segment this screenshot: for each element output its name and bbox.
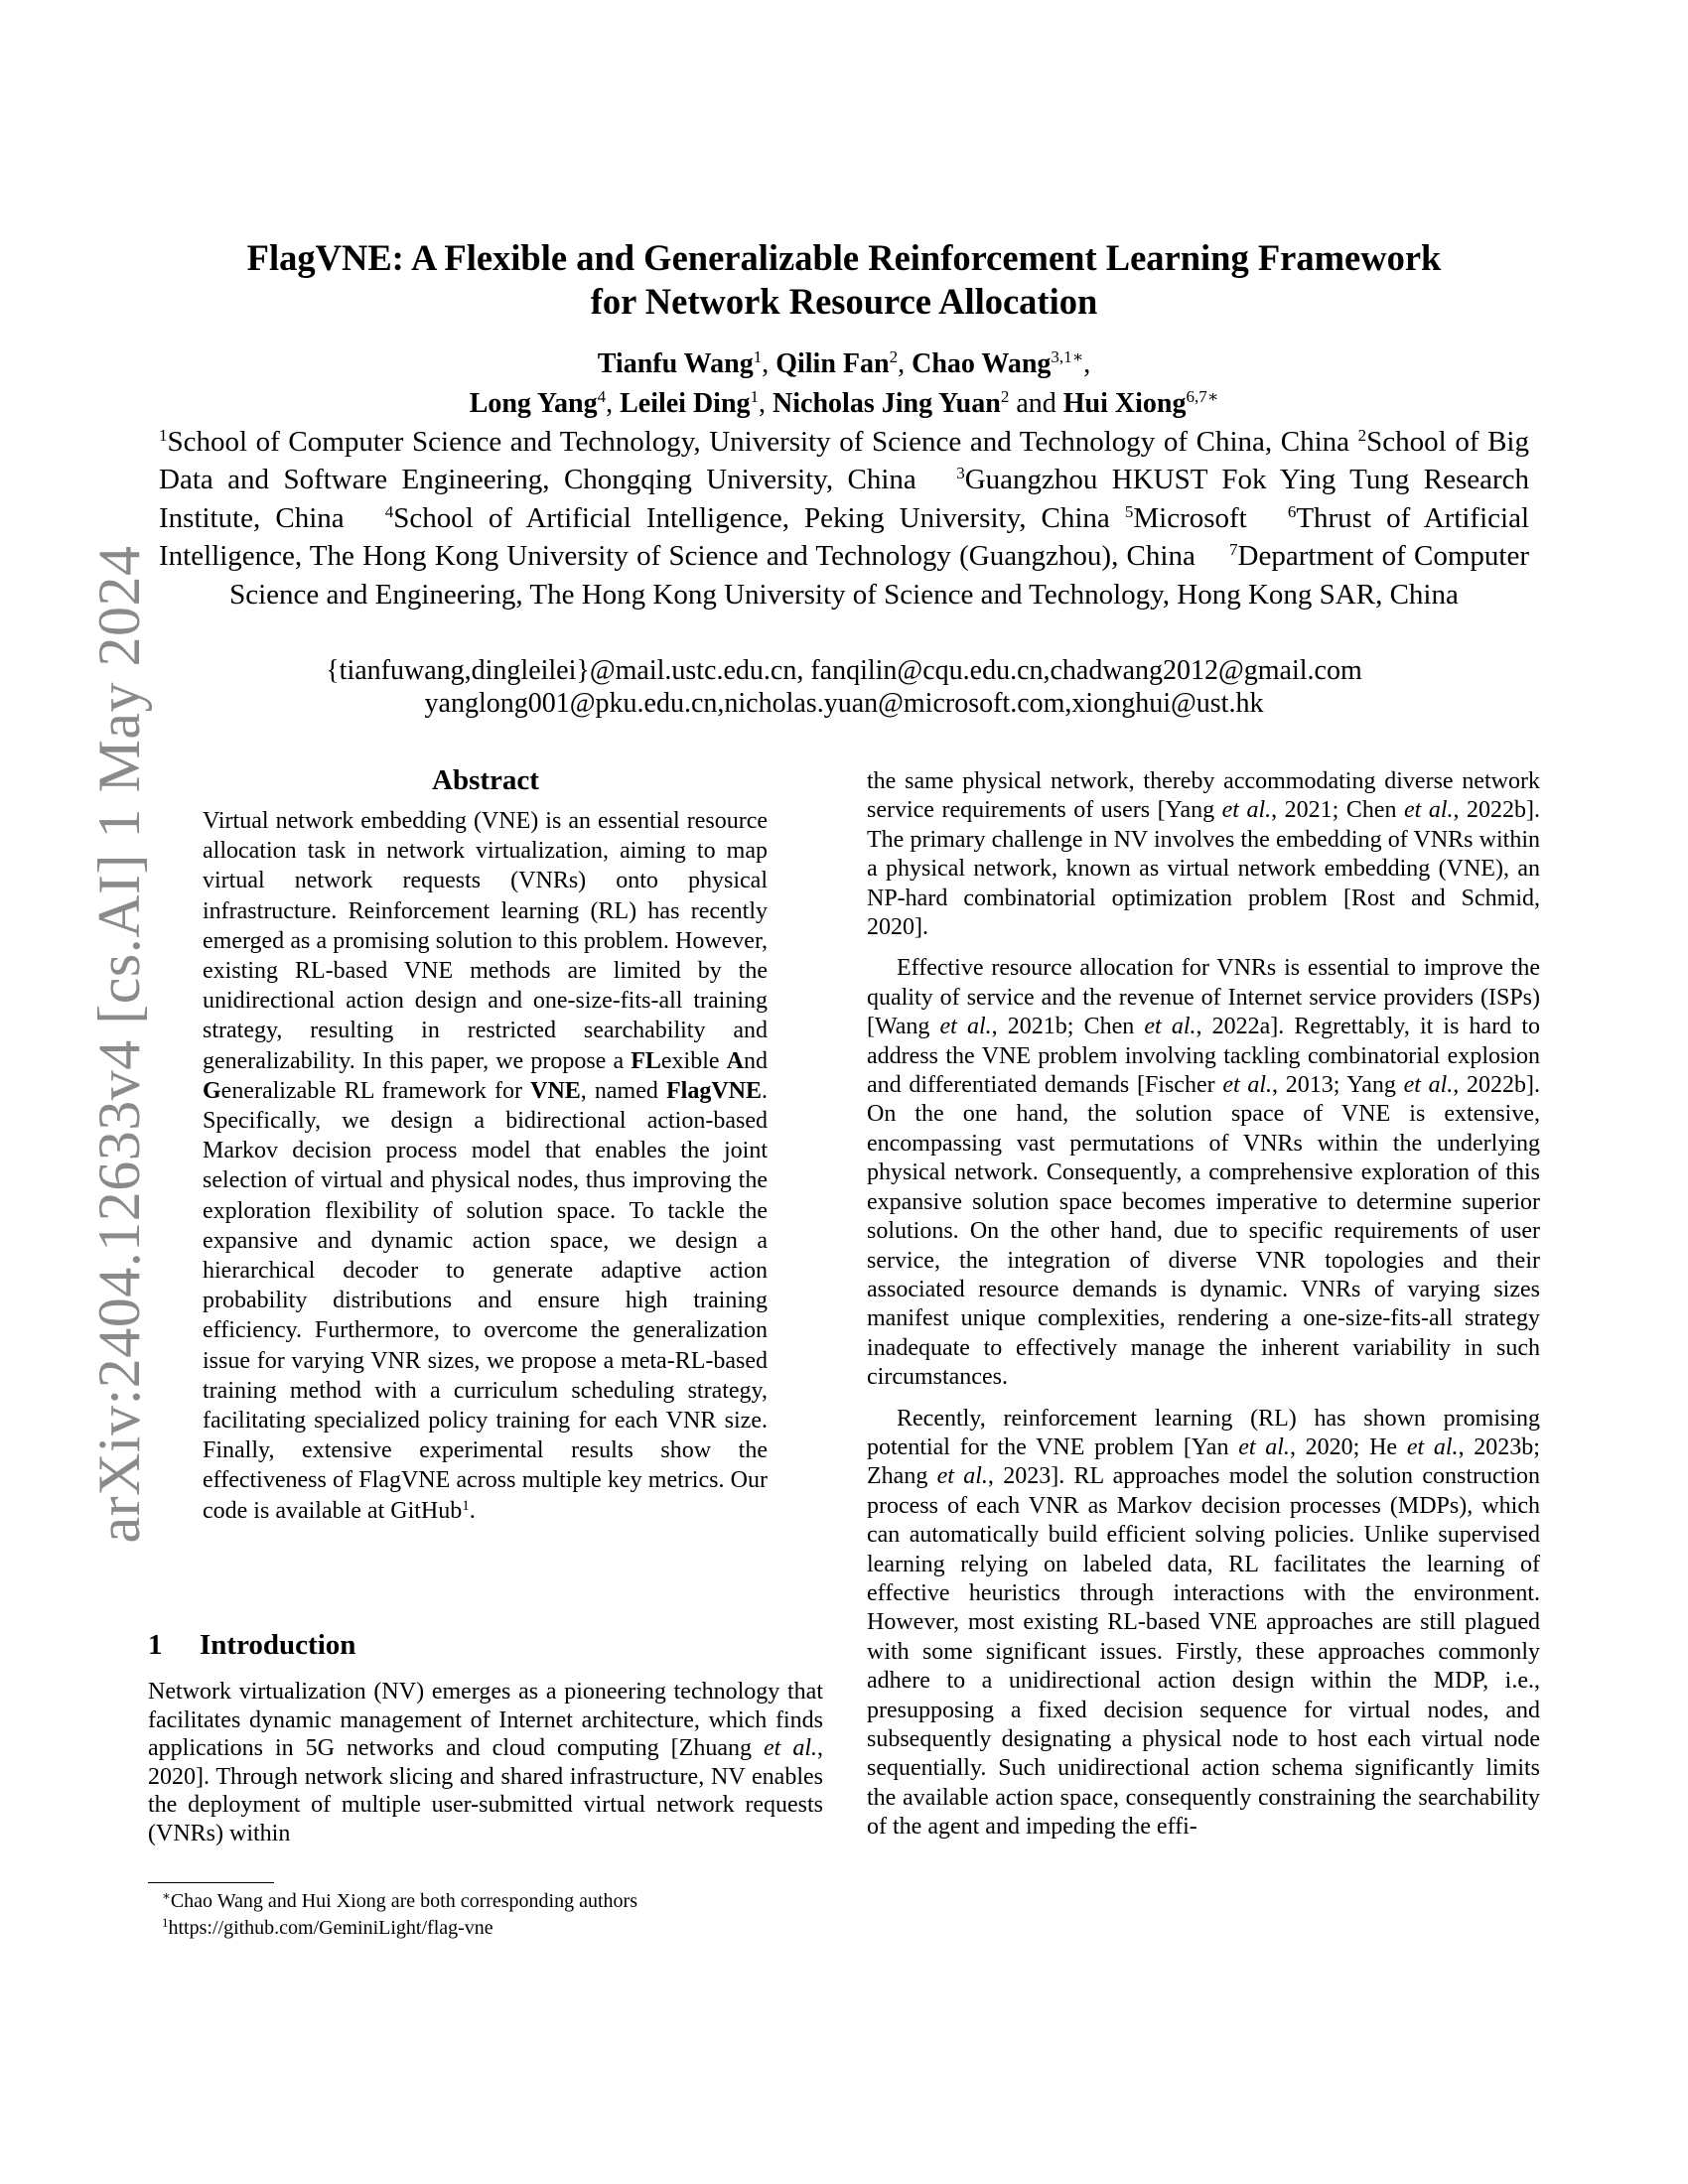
- author-list: [149, 344, 1539, 424]
- author-affil-mark: 1: [753, 347, 763, 366]
- body-text: , 2023b; Zhang: [867, 1433, 1540, 1490]
- body-text: , 2013; Yang: [1272, 1072, 1404, 1099]
- section-title: Introduction: [200, 1629, 356, 1661]
- affiliation: School of Artificial Intelligence, Peking University, China: [393, 501, 1110, 534]
- author-affil-mark: 2: [1000, 387, 1010, 406]
- author-affil-mark: 3,1∗: [1051, 347, 1084, 366]
- body-text: Recently, reinforcement learning (RL) has shown promising potential for the VNE problem [Yan: [867, 1405, 1540, 1460]
- footnote-corresponding: [162, 1888, 817, 1915]
- affiliation: Guangzhou HKUST Fok Ying Tung Research Institute, China: [159, 464, 1530, 534]
- citation-etal: et al.: [1404, 797, 1454, 824]
- body-text: , 2020; He: [1289, 1433, 1407, 1460]
- author-name: Long Yang: [469, 388, 598, 419]
- author-name: Nicholas Jing Yuan: [773, 388, 1001, 419]
- body-text: , 2022b]. The primary challenge in NV involves the embedding of VNRs within a physical network, known as virtual network embedding (VNE), an NP-hard combinatorial optimization problem [Rost and Schmid, 2020].: [867, 797, 1540, 941]
- footnote-ref: 1: [462, 1497, 470, 1514]
- body-text: Effective resource allocation for VNRs is essential to improve the quality of service and the revenue of Internet service providers (ISPs) [Wang: [867, 955, 1540, 1040]
- abstract-heading: Abstract: [432, 764, 539, 796]
- author-name: Qilin Fan: [775, 348, 890, 379]
- right-column: [867, 767, 1540, 1843]
- email-line-2: yanglong001@pku.edu.cn,nicholas.yuan@microsoft.com,xionghui@ust.hk: [424, 688, 1264, 719]
- citation-etal: et al.: [936, 1463, 988, 1490]
- affiliation: Microsoft: [1133, 501, 1247, 534]
- citation-etal: et al.: [1406, 1433, 1459, 1460]
- body-text: , 2022a]. Regrettably, it is hard to address the VNE problem involving tackling combinatorial explosion and differentiated demands [Fischer: [867, 1014, 1540, 1099]
- body-text: , 2023]. RL approaches model the solution construction process of each VNR as Markov decision processes (MDPs), which can automatically build efficient solving policies. Unlike supervised learning relying on labeled data, RL facilitates the learning of effective heuristics through interactions with the environment. However, most existing RL-based VNE approaches are still plagued with some significant issues. Firstly, these approaches commonly adhere to a unidirectional action design within the MDP, i.e., presupposing a fixed decision sequence for virtual nodes, and subsequently designating a physical node to host each virtual node sequentially. Such unidirectional action schema significantly limits the available action space, consequently constraining the searchability of the agent and impeding the effi-: [867, 1463, 1540, 1841]
- abstract-emph: FL: [631, 1047, 661, 1074]
- footnotes: [162, 1888, 817, 1942]
- intro-paragraph-2: [867, 767, 1540, 942]
- citation-etal: et al.: [1222, 1072, 1273, 1099]
- body-text: , 2021b; Chen: [991, 1014, 1145, 1040]
- footnote-github: [162, 1915, 817, 1942]
- abstract-emph: G: [203, 1077, 221, 1104]
- body-text: , 2022b]. On the one hand, the solution space of VNE is extensive, encompassing vast permutations of VNRs within the underlying physical network. Consequently, a comprehensive exploration of this expansive solution space becomes imperative to determine superior solutions. On the other hand, due to specific requirements of user service, the integration of diverse VNR topologies and their associated resource demands is dynamic. VNRs of varying sizes manifest unique complexities, rendering a one-size-fits-all strategy inadequate to effectively manage the inherent variability in such circumstances.: [867, 1072, 1541, 1391]
- author-name: Chao Wang: [912, 348, 1052, 379]
- affil-mark: 3: [956, 464, 965, 483]
- abstract-text: Virtual network embedding (VNE) is an essential resource allocation task in network virtualization, aiming to map virtual network requests (VNRs) onto physical infrastructure. Reinforcement learning (RL) has recently emerged as a promising solution to this problem. However, existing RL-based VNE methods are limited by the unidirectional action design and one-size-fits-all training strategy, resulting in restricted searchability and generalizability. In this paper, we propose a: [203, 808, 768, 1074]
- body-text: Network virtualization (NV) emerges as a pioneering technology that facilitates dynamic management of Internet architecture, which finds applications in 5G networks and cloud computing [Zhuang: [148, 1679, 823, 1761]
- author-affil-mark: 6,7∗: [1186, 387, 1219, 406]
- footnote-link[interactable]: https://github.com/GeminiLight/flag-vne: [168, 1917, 493, 1939]
- affil-mark: 5: [1124, 501, 1134, 521]
- arxiv-stamp: arXiv:2404.12633v4 [cs.AI] 1 May 2024: [86, 545, 152, 1544]
- author-affil-mark: 2: [889, 347, 899, 366]
- footnote-rule: [148, 1882, 274, 1883]
- affiliation: Department of Computer Science and Engineering, The Hong Kong University of Science and Technology, Hong Kong SAR, China: [229, 540, 1530, 611]
- body-text: the same physical network, thereby accommodating diverse network service requirements of users [Yang: [867, 768, 1540, 824]
- affil-mark: 2: [1357, 426, 1367, 445]
- affiliation: School of Computer Science and Technology, University of Science and Technology of China, China: [167, 426, 1350, 458]
- author-and: and: [1016, 388, 1056, 419]
- citation-etal: et al.: [939, 1014, 992, 1040]
- footnote-mark: 1: [162, 1915, 169, 1930]
- paper-title: [149, 236, 1539, 324]
- author-name: Tianfu Wang: [597, 348, 754, 379]
- author-name: Leilei Ding: [620, 388, 751, 419]
- abstract-text: exible: [660, 1047, 727, 1074]
- abstract-text: eneralizable RL framework for: [220, 1077, 531, 1104]
- intro-paragraph-4: [867, 1405, 1540, 1843]
- intro-paragraph-3: [867, 954, 1540, 1392]
- author-name: Hui Xiong: [1062, 388, 1187, 419]
- affiliation: Thrust of Artificial Intelligence, The Hong Kong University of Science and Technology (Guangzhou), China: [159, 501, 1530, 573]
- email-line-1: {tianfuwang,dingleilei}@mail.ustc.edu.cn, fanqilin@cqu.edu.cn,chadwang2012@gmail.com: [326, 655, 1362, 686]
- abstract-emph: VNE: [530, 1077, 581, 1104]
- abstract-emph: A: [726, 1047, 745, 1074]
- affil-mark: 6: [1287, 501, 1297, 521]
- author-line-1: Tianfu Wang$^1$, Qilin Fan$^2$, Chao Wang$^{3,1∗}$,: [597, 347, 1091, 379]
- citation-etal: et al.: [1221, 797, 1272, 824]
- footnote-mark: ∗: [162, 1888, 171, 1903]
- section-number: 1: [148, 1629, 163, 1661]
- abstract-text: , named: [580, 1077, 666, 1104]
- affil-mark: 7: [1229, 540, 1238, 560]
- citation-etal: et al.: [1238, 1433, 1290, 1460]
- title-line-2: for Network Resource Allocation: [590, 281, 1098, 322]
- footnote-text: Chao Wang and Hui Xiong are both corresponding authors: [170, 1890, 637, 1912]
- intro-paragraph-1: [148, 1678, 823, 1847]
- abstract-text: nd: [744, 1047, 769, 1074]
- citation-etal: et al.: [1403, 1072, 1454, 1099]
- section-heading-introduction: [148, 1629, 355, 1662]
- affiliations: [159, 423, 1529, 614]
- author-affil-mark: 1: [750, 387, 760, 406]
- abstract-emph: FlagVNE: [666, 1077, 762, 1104]
- citation-etal: et al.: [763, 1735, 817, 1761]
- author-emails: [149, 654, 1539, 720]
- affil-mark: 4: [384, 501, 394, 521]
- body-text: , 2021; Chen: [1271, 797, 1404, 824]
- abstract-text: . Specifically, we design a bidirectional action-based Markov decision process model that enables the joint selection of virtual and physical nodes, thus improving the exploration flexibility of solution space. To tackle the expansive and dynamic action space, we design a hierarchical decoder to generate adaptive action probability distributions and ensure high training efficiency. Furthermore, to overcome the generalization issue for varying VNR sizes, we propose a meta-RL-based training method with a curriculum scheduling strategy, facilitating specialized policy training for each VNR size. Finally, extensive experimental results show the effectiveness of FlagVNE across multiple key metrics. Our code is available at GitHub: [203, 1077, 768, 1524]
- title-line-1: FlagVNE: A Flexible and Generalizable Reinforcement Learning Framework: [246, 237, 1442, 278]
- body-text: , 2020]. Through network slicing and shared infrastructure, NV enables the deployment of multiple user-submitted virtual network requests (VNRs) within: [148, 1735, 823, 1846]
- abstract-body: [203, 806, 768, 1526]
- affil-mark: 1: [159, 426, 168, 445]
- affiliation: School of Big Data and Software Engineering, Chongqing University, China: [159, 426, 1529, 496]
- citation-etal: et al.: [1144, 1014, 1196, 1040]
- author-affil-mark: 4: [597, 387, 607, 406]
- author-line-2: Long Yang$^4$, Leilei Ding$^1$, Nicholas Jing Yuan$^2$ and Hui Xiong$^{6,7∗}$: [469, 387, 1219, 419]
- abstract-text: .: [469, 1497, 476, 1524]
